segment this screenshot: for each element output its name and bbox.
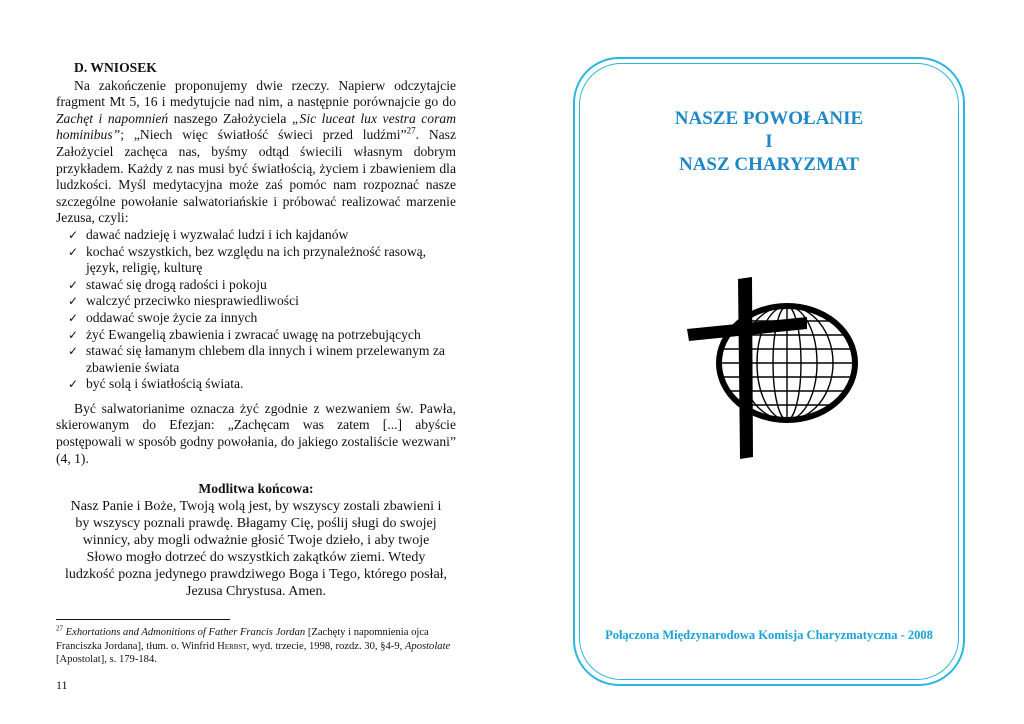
cover-title-line-1: NASZE POWOŁANIE	[674, 108, 864, 129]
list-item-text: być solą i światłością świata.	[86, 376, 244, 392]
list-item	[68, 277, 456, 294]
footnote-text-2: , wyd. trzecie, 1998, rozdz. 30, §4-9,	[246, 640, 405, 652]
intro-latin-quote: „Sic luceat lux vestra coram hominibus”	[56, 110, 457, 143]
list-item	[68, 227, 456, 244]
prayer-line: by wszyscy poznali prawdę. Błagamy Cię, poślij sługi do swojej	[75, 515, 437, 531]
page-number: 11	[56, 678, 68, 692]
footnote-text-3: [Apostolat], s. 179-184.	[56, 654, 157, 666]
list-item-text: stawać się drogą radości i pokoju	[86, 276, 267, 292]
list-item-text: oddawać swoje życie za innych	[86, 309, 258, 325]
intro-paragraph	[56, 78, 456, 227]
footnote-text-1: [Zachęty i napomnienia ojca Franciszka Jordana], tłum. o. Winfrid H	[56, 627, 429, 652]
checkmark-icon: ✓	[68, 344, 79, 359]
intro-text-2: naszego Założyciela	[168, 110, 292, 126]
footnote-divider	[56, 619, 230, 620]
list-item	[68, 327, 456, 344]
cross-and-globe-icon	[683, 273, 863, 463]
list-item-text: dawać nadzieję i wyzwalać ludzi i ich kajdanów	[86, 226, 349, 242]
intro-text-3: ; „Niech więc światłość świeci przed ludźmi”	[120, 127, 407, 143]
list-item	[68, 376, 456, 393]
footnote-number: 27	[56, 624, 63, 633]
intro-italic-title: Zachęt i napomnień	[56, 110, 169, 126]
list-item	[68, 343, 456, 376]
list-item	[68, 293, 456, 310]
intro-text-1: Na zakończenie proponujemy dwie rzeczy. Napierw odczytajcie fragment Mt 5, 16 i medytujcie nad nim, a następnie porównajcie go do	[56, 77, 456, 110]
section-heading: D. WNIOSEK	[74, 60, 157, 75]
footnote	[56, 626, 456, 667]
list-item-text: żyć Ewangelią zbawienia i zwracać uwagę na potrzebujących	[86, 326, 421, 342]
check-list	[56, 227, 456, 393]
footnote-apostolate: Apostolate	[404, 640, 451, 652]
list-item-text: stawać się łamanym chlebem dla innych i winem przelewanym za zbawienie świata	[86, 343, 445, 375]
cover-frame	[573, 57, 965, 686]
prayer-line: ludzkość pozna jedynego prawdziwego Boga i Tego, którego posłał,	[64, 566, 448, 582]
checkmark-icon: ✓	[68, 294, 79, 309]
checkmark-icon: ✓	[68, 327, 79, 342]
cover-title-line-2: I	[765, 131, 773, 152]
cover-title-line-3: NASZ CHARYZMAT	[678, 154, 860, 175]
prayer-line: Jezusa Chrystusa. Amen.	[186, 583, 326, 599]
prayer-title: Modlitwa końcowa:	[198, 481, 314, 497]
checkmark-icon: ✓	[68, 244, 79, 259]
footnote-title: Exhortations and Admonitions of Father Francis Jordan	[65, 627, 306, 638]
list-item-text: kochać wszystkich, bez względu na ich przynależność rasową, język, religię, kulturę	[86, 243, 427, 276]
cover-footer: Połączona Międzynarodowa Komisja Charyzmatyczna - 2008	[605, 628, 933, 642]
intro-text-4: . Nasz Założyciel zachęca nas, byśmy odtąd świecili własnym dobrym przykładem. Każdy z nas musi być światłością, życiem i zbawieniem dla ludzkości. Myśl medytacyjna może zaś pomóc nam rozpoznać nasze szczególne powołanie salwatoriańskie i próbować realizować marzenie Jezusa, czyli:	[56, 127, 456, 226]
list-item	[68, 310, 456, 327]
list-item-text: walczyć przeciwko niesprawiedliwości	[86, 293, 299, 309]
prayer-line: winnicy, aby mogli odważnie głosić Twoje dzieło, i aby twoje	[82, 532, 430, 548]
checkmark-icon: ✓	[68, 310, 79, 325]
prayer-line: Nasz Panie i Boże, Twoją wolą jest, by wszyscy zostali zbawieni i	[70, 498, 442, 514]
checkmark-icon: ✓	[68, 277, 79, 292]
checkmark-icon: ✓	[68, 227, 79, 242]
prayer-line: Słowo mogło dotrzeć do wszystkich zakątków ziemi. Wtedy	[86, 549, 426, 565]
checkmark-icon: ✓	[68, 377, 79, 392]
left-page	[56, 60, 456, 600]
footnote-ref: 27	[406, 125, 416, 136]
list-item	[68, 244, 456, 277]
prayer-text	[56, 498, 456, 600]
closing-paragraph: Być salwatorianime oznacza żyć zgodnie z wezwaniem św. Pawła, skierowanym do Efezjan: „Zachęcam was zatem [...] abyście postępowali w sposób godny powołania, do jakiego zostaliście wezwani” (4, 1).	[56, 400, 456, 466]
footnote-author-caps: erbst	[224, 640, 247, 652]
